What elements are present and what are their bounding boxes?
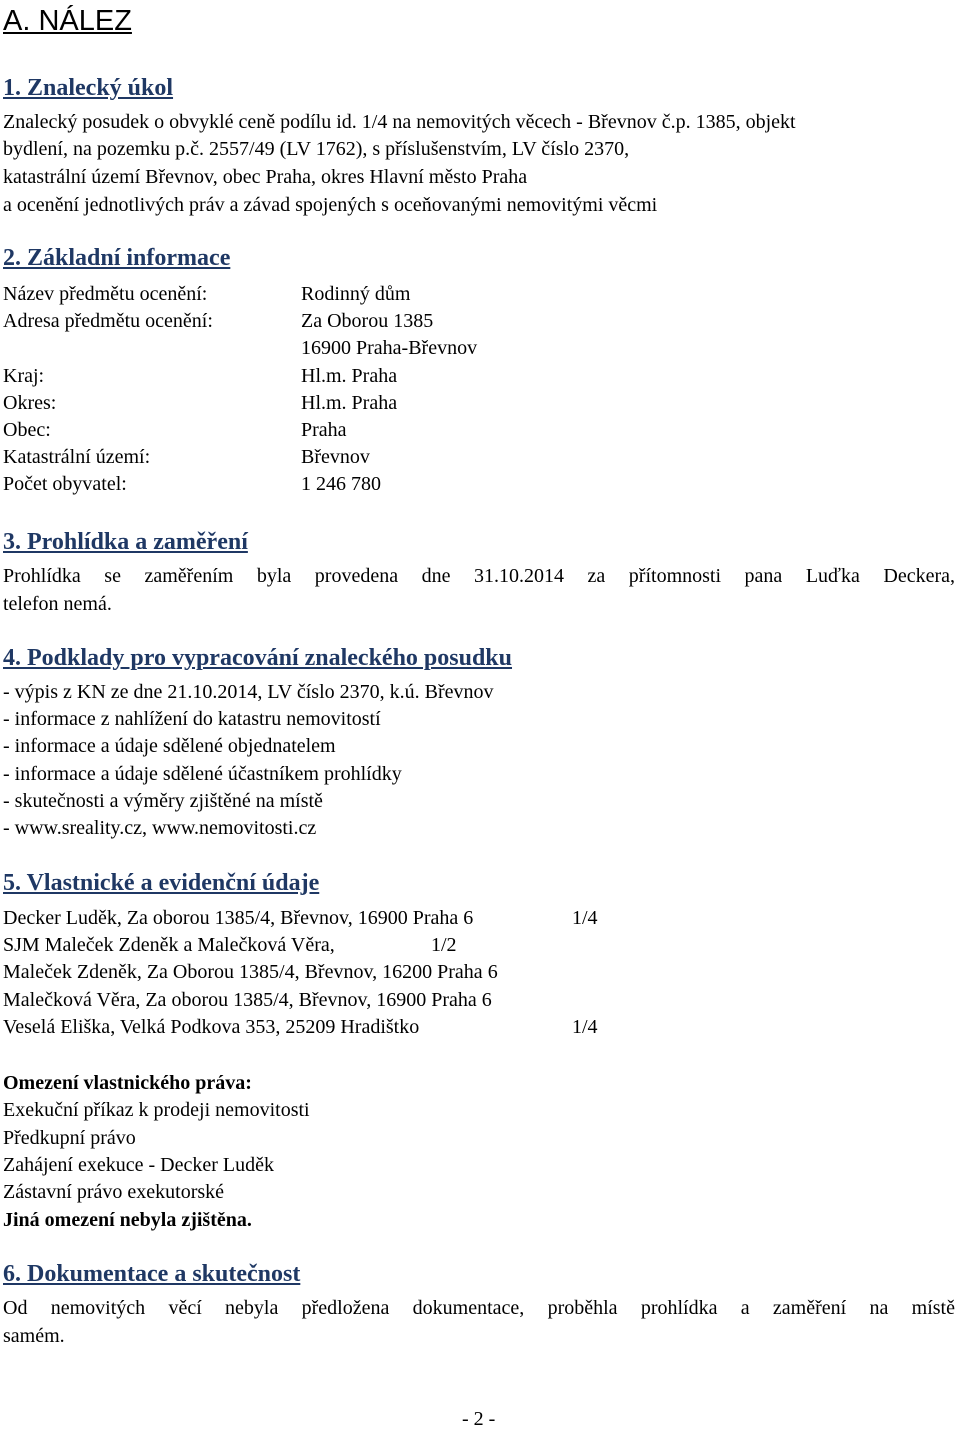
section-1-line: katastrální území Břevnov, obec Praha, okres Hlavní město Praha xyxy=(3,166,528,188)
owner-row xyxy=(3,987,492,1014)
section-1-heading: 1. Znalecký úkol xyxy=(3,75,174,101)
source-item: - výpis z KN ze dne 21.10.2014, LV číslo 2370, k.ú. Břevnov xyxy=(3,681,494,703)
source-item: - informace z nahlížení do katastru nemovitostí xyxy=(3,708,381,730)
info-value: Břevnov xyxy=(301,446,370,469)
source-item: - skutečnosti a výměry zjištěné na místě xyxy=(3,790,323,812)
info-row xyxy=(3,363,477,390)
owner-row xyxy=(3,932,457,959)
owner-row xyxy=(3,959,498,986)
section-6-heading: 6. Dokumentace a skutečnost xyxy=(3,1261,301,1287)
info-label: Název předmětu ocenění: xyxy=(3,283,208,305)
section-2-heading: 2. Základní informace xyxy=(3,245,231,271)
info-value: Rodinný dům xyxy=(301,283,411,305)
info-row xyxy=(3,308,477,335)
section-1-line: Znalecký posudek o obvyklé ceně podílu id. 1/4 na nemovitých věcech - Břevnov č.p. 1385, objekt xyxy=(3,111,796,133)
restriction-item: Předkupní právo xyxy=(3,1127,136,1149)
info-label: Počet obyvatel: xyxy=(3,473,127,496)
owner-row xyxy=(3,905,598,932)
owner-name: Veselá Eliška, Velká Podkova 353, 25209 Hradištko xyxy=(3,1016,420,1038)
info-row xyxy=(3,281,477,308)
info-row xyxy=(3,390,477,417)
info-row xyxy=(3,471,477,498)
document-title: A. NÁLEZ xyxy=(3,5,132,37)
inspection-text: telefon nemá. xyxy=(3,593,112,615)
info-value: 1 246 780 xyxy=(301,473,381,496)
info-value: Praha xyxy=(301,418,347,441)
section-4-heading: 4. Podklady pro vypracování znaleckého posudku xyxy=(3,645,513,671)
restrictions-note: Jiná omezení nebyla zjištěna. xyxy=(3,1209,252,1231)
info-label xyxy=(3,335,301,362)
info-label: Kraj: xyxy=(3,364,45,387)
info-row xyxy=(3,335,477,362)
source-item: - www.sreality.cz, www.nemovitosti.cz xyxy=(3,817,317,839)
section-1-line: a ocenění jednotlivých práv a závad spojených s oceňovanými nemovitými věcmi xyxy=(3,194,658,216)
restrictions-heading: Omezení vlastnického práva: xyxy=(3,1072,252,1094)
info-value: Hl.m. Praha xyxy=(301,391,398,414)
owner-name: Malečková Věra, Za oborou 1385/4, Břevnov, 16900 Praha 6 xyxy=(3,989,492,1011)
info-row xyxy=(3,417,477,444)
documentation-text: samém. xyxy=(3,1325,65,1347)
info-label: Katastrální území: xyxy=(3,446,151,469)
owner-row xyxy=(3,1014,598,1041)
owner-name: Maleček Zdeněk, Za Oborou 1385/4, Břevnov, 16200 Praha 6 xyxy=(3,961,498,983)
source-item: - informace a údaje sdělené účastníkem prohlídky xyxy=(3,763,402,785)
info-label: Obec: xyxy=(3,418,51,441)
info-value: Hl.m. Praha xyxy=(301,364,398,387)
restriction-item: Zahájení exekuce - Decker Luděk xyxy=(3,1154,274,1176)
restriction-item: Zástavní právo exekutorské xyxy=(3,1181,225,1203)
documentation-text: Od nemovitých věcí nebyla předložena dokumentace, proběhla prohlídka a zaměření na místě xyxy=(3,1297,955,1319)
section-1-line: bydlení, na pozemku p.č. 2557/49 (LV 1762), s příslušenstvím, LV číslo 2370, xyxy=(3,138,630,160)
owner-share: 1/4 xyxy=(572,907,598,929)
info-label: Adresa předmětu ocenění: xyxy=(3,310,213,333)
section-5-heading: 5. Vlastnické a evidenční údaje xyxy=(3,870,320,896)
basic-info-table xyxy=(3,281,477,499)
owner-name: Decker Luděk, Za oborou 1385/4, Břevnov, 16900 Praha 6 xyxy=(3,907,474,929)
inspection-text: Prohlídka se zaměřením byla provedena dne 31.10.2014 za přítomnosti pana Luďka Deckera, xyxy=(3,565,955,587)
owner-share: 1/2 xyxy=(431,934,457,956)
owner-name: SJM Maleček Zdeněk a Malečková Věra, xyxy=(3,934,335,956)
restriction-item: Exekuční příkaz k prodeji nemovitosti xyxy=(3,1099,310,1121)
info-value: Za Oborou 1385 xyxy=(301,310,434,333)
info-value: 16900 Praha-Břevnov xyxy=(301,337,478,360)
info-label: Okres: xyxy=(3,391,57,414)
source-item: - informace a údaje sdělené objednatelem xyxy=(3,735,336,757)
owner-share: 1/4 xyxy=(572,1016,598,1038)
page-number: - 2 - xyxy=(462,1408,496,1430)
section-3-heading: 3. Prohlídka a zaměření xyxy=(3,529,248,555)
info-row xyxy=(3,444,477,471)
